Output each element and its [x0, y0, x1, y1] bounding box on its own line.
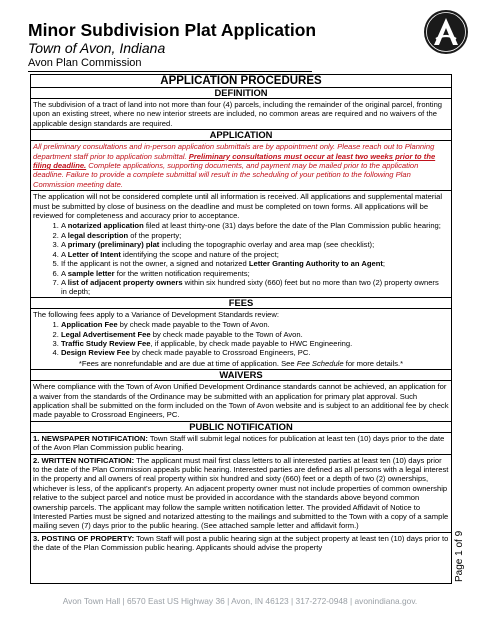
definition-text: The subdivision of a tract of land into not more than four (4) parcels, including the remainder of the original parcel, fronting upon an existing street, where no new interior streets are included, no common areas are required and no waivers of the applicable design standards are required. — [33, 100, 443, 128]
fees-list — [31, 320, 451, 358]
list-item: 7. A list of adjacent property owners within six hundred sixty (660) feet but no more than two (2) property owners in depth; — [61, 278, 445, 297]
notice-intro: All preliminary consultations and in-person application submittals are by appointment only. Please reach out to Planning department staff prior to application submittal. — [33, 142, 435, 161]
procedures-box — [30, 74, 452, 584]
list-item: 2. A legal description of the property; — [61, 231, 445, 240]
procedures-heading: APPLICATION PROCEDURES — [31, 75, 451, 88]
application-heading: APPLICATION — [31, 129, 451, 141]
list-item: 2. Legal Advertisement Fee by check made payable to the Town of Avon. — [61, 330, 445, 339]
page-title: Minor Subdivision Plat Application — [28, 20, 317, 40]
application-notice — [31, 141, 451, 190]
list-item: 1. Application Fee by check made payable to the Town of Avon. — [61, 320, 445, 329]
page-footer: Avon Town Hall | 6570 East US Highway 36 | Avon, IN 46123 | 317-272-0948 | avonindiana.gov. — [62, 596, 418, 606]
list-item: 4. Design Review Fee by check made payable to Crossroad Engineers, PC. — [61, 348, 445, 357]
definition-heading: DEFINITION — [31, 88, 451, 99]
document-header — [28, 20, 418, 72]
fees-intro: The following fees apply to a Variance of Development Standards review: — [33, 309, 279, 319]
list-item: 4. A Letter of Intent identifying the scope and nature of the project; — [61, 250, 445, 259]
newspaper-notification: 1. NEWSPAPER NOTIFICATION: Town Staff will submit legal notices for publication at least ten (10) days prior to the date of the Avon Plan Commission public hearing. — [33, 433, 445, 453]
notice-rest: Complete applications, supporting documents, and payment may be mailed prior to the application deadline. Failure to provide a complete submittal will result in the scheduling of your petition to the following Plan Commission meeting date. — [33, 161, 419, 189]
avon-logo-icon — [423, 9, 469, 55]
application-text: The application will not be considered complete until all information is received. All applications and supplemental material must be submitted by close of business on the deadline and must be completed on town forms. All applications will be reviewed for completeness and accuracy prior to acceptance. — [31, 190, 451, 221]
waivers-heading: WAIVERS — [31, 369, 451, 381]
town-subtitle: Town of Avon, Indiana — [28, 40, 166, 56]
notice-deadline: Preliminary consultations must occur at least two weeks prior to the filing deadline. — [33, 151, 436, 171]
public-notification-heading: PUBLIC NOTIFICATION — [31, 421, 451, 433]
list-item: 6. A sample letter for the written notification requirements; — [61, 269, 445, 278]
commission-name: Avon Plan Commission — [28, 57, 312, 72]
waivers-text: Where compliance with the Town of Avon Unified Development Ordinance standards cannot be achieved, an application for a waiver from the standards of the Ordinance may be submitted with an application for primary plat approval. Such application shall be submitted on the form included on the Town of Avon website and is subject to an additional fee by check made payable to Crossroad Engineers, PC. — [33, 382, 449, 420]
list-item: 3. Traffic Study Review Fee, if applicable, by check made payable to HWC Engineering. — [61, 339, 445, 348]
posting-of-property: 3. POSTING OF PROPERTY: Town Staff will post a public hearing sign at the subject property at least ten (10) days prior to the date of the Plan Commission public hearing. Applicants should advise the property — [31, 532, 451, 554]
application-requirements-list — [31, 221, 451, 296]
list-item: 1. A notarized application filed at least thirty-one (31) days before the date of the Plan Commission public hearing; — [61, 221, 445, 230]
list-item: 5. If the applicant is not the owner, a signed and notarized Letter Granting Authority to an Agent; — [61, 259, 445, 268]
fees-note: *Fees are nonrefundable and are due at time of application. See Fee Schedule for more details.* — [78, 358, 404, 368]
list-item: 3. A primary (preliminary) plat including the topographic overlay and area map (see checklist); — [61, 240, 445, 249]
page-number-label: Page 1 of 9 — [454, 530, 465, 582]
fees-heading: FEES — [31, 297, 451, 309]
written-notification: 2. WRITTEN NOTIFICATION: The applicant must mail first class letters to all interested parties at least ten (10) days prior to the date of the Plan Commission appeals public hearing. Interested parties are defined as all persons with a legal interest in the property and all owners of real property within six hundred and sixty (660) feet or a depth of two (2) ownerships, whichever is less, of the applicant's property. An adjacent property owner must not include properties of common ownership relative to the subject parcel and notice must be provided in accordance with the standards above beyond common ownership parcels. The applicant may follow the sample written notification letter. The provided Affidavit of Notice to Interested Parties must be signed and notarized attesting to the mailings and submitted to the Town with a copy of a sample mailing seven (7) days prior to the public hearing. (See attached sample letter and affidavit form.) — [31, 454, 451, 532]
page-number — [454, 520, 468, 582]
